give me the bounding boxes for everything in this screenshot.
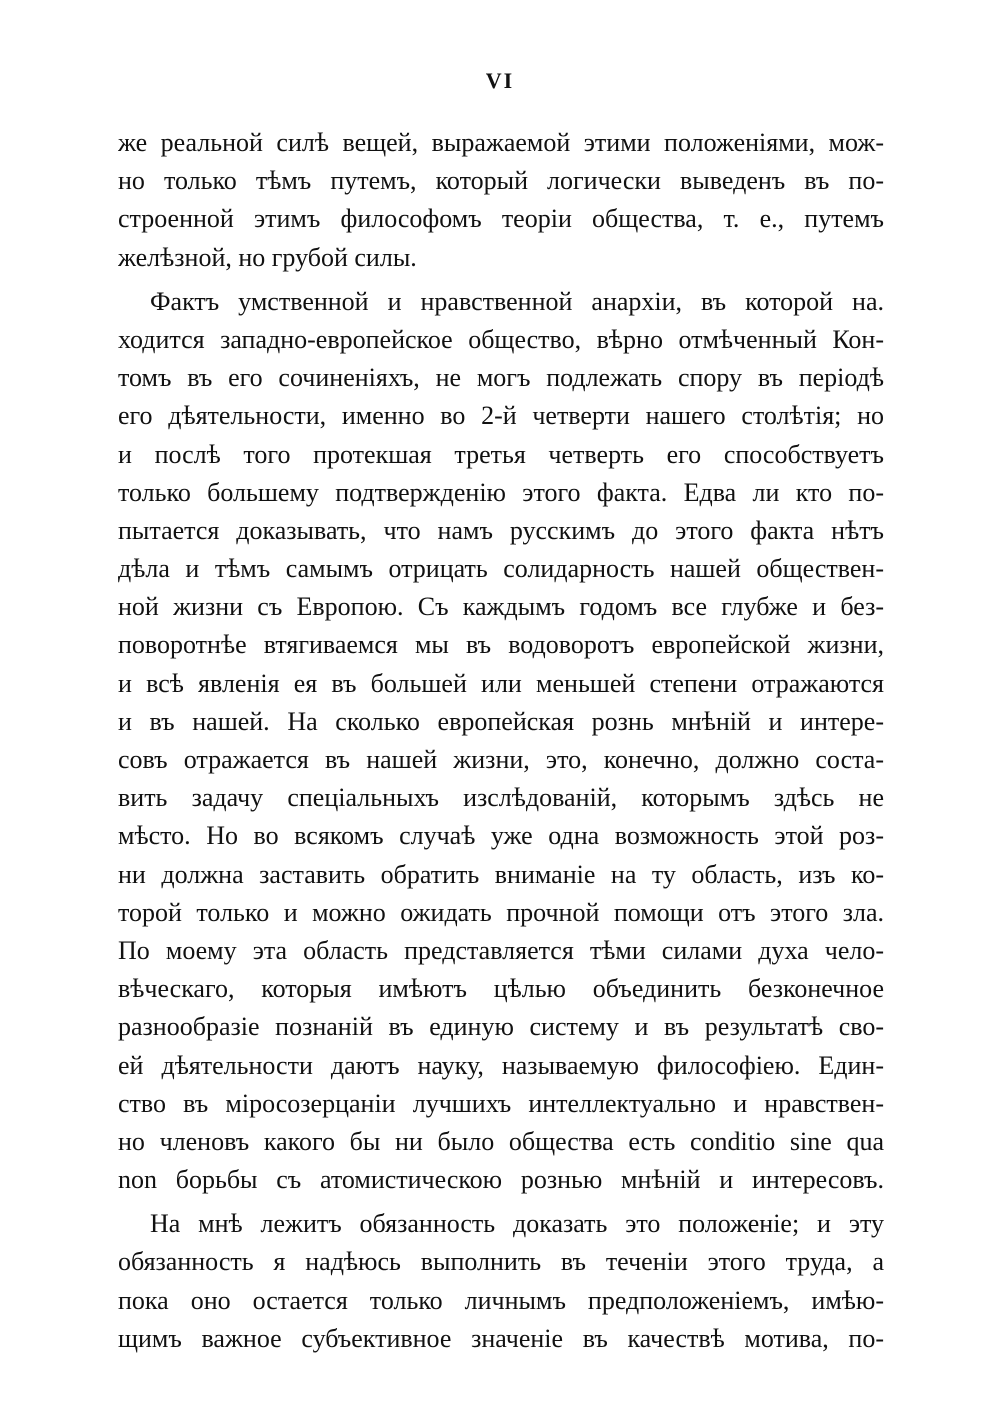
text-line: поворотнѣе втягиваемся мы въ водоворотъ европейской жизни, [118,630,884,660]
text-line: же реальной силѣ вещей, выражаемой этими положеніями, мож- [118,128,884,157]
text-line: торой только и можно ожидать прочной помощи отъ этого зла. [118,897,884,927]
text-line: строенной этимъ философомъ теоріи общества, т. е., путемъ [118,204,884,234]
text-line: только большему подтвержденію этого факта. Едва ли кто по- [118,477,884,507]
text-line: вить задачу спеціальныхъ изслѣдованій, которымъ здѣсь не [118,783,884,813]
text-line: и всѣ явленія ея въ большей или меньшей степени отражаются [118,668,884,698]
text-line: ни должна заставить обратить вниманіе на ту область, изъ ко- [118,859,884,889]
paragraph [118,124,884,277]
text-line: non борьбы съ атомистическою рознью мнѣній и интересовъ. [118,1165,884,1195]
text-line: его дѣятельности, именно во 2-й четверти нашего столѣтія; но [118,401,884,431]
text-line: и послѣ того протекшая третья четверть его способствуетъ [118,439,884,469]
text-line: и въ нашей. На сколько европейская рознь мнѣній и интере- [118,706,884,736]
text-line: ходится западно-европейское общество, вѣрно отмѣченный Кон- [118,324,884,354]
text-line: пытается доказывать, что намъ русскимъ до этого факта нѣтъ [118,515,884,545]
paragraph [118,283,884,1200]
text-line: совъ отражается въ нашей жизни, это, конечно, должно соста- [118,745,884,774]
text-line: но членовъ какого бы ни было общества есть conditio sine qua [118,1126,884,1156]
text-line: мѣсто. Но во всякомъ случаѣ уже одна возможность этой роз- [118,821,884,851]
text-line: щимъ важное субъективное значеніе въ качествѣ мотива, по- [118,1323,884,1353]
text-line: дѣла и тѣмъ самымъ отрицать солидарность нашей обществен- [118,554,884,584]
text-line: ей дѣятельности даютъ науку, называемую философіею. Един- [118,1050,884,1080]
text-line: ство въ міросозерцаніи лучшихъ интеллектуально и нравствен- [118,1088,884,1118]
text-line: разнообразіе познаній въ единую систему и въ результатѣ сво- [118,1012,884,1042]
text-line: По моему эта область представляется тѣми силами духа чело- [118,935,884,965]
text-line: вѣческаго, которыя имѣютъ цѣлью объединить безконечное [118,974,884,1004]
body-text [118,124,884,1358]
text-line: ной жизни съ Европою. Съ каждымъ годомъ все глубже и без- [118,592,884,622]
text-line: На мнѣ лежитъ обязанность доказать это положеніе; и эту [150,1209,884,1239]
text-line: желѣзной, но грубой силы. [118,242,417,272]
text-line: но только тѣмъ путемъ, который логически выведенъ въ по- [118,166,884,196]
text-line: пока оно остается только личнымъ предположеніемъ, имѣю- [118,1285,884,1315]
text-line: обязанность я надѣюсь выполнить въ теченіи этого труда, а [118,1247,884,1277]
text-line: Фактъ умственной и нравственной анархіи, въ которой на. [150,286,884,316]
text-line: томъ въ его сочиненіяхъ, не могъ подлежать спору въ періодѣ [118,363,884,393]
paragraph [118,1205,884,1358]
page-number: VI [485,68,515,93]
